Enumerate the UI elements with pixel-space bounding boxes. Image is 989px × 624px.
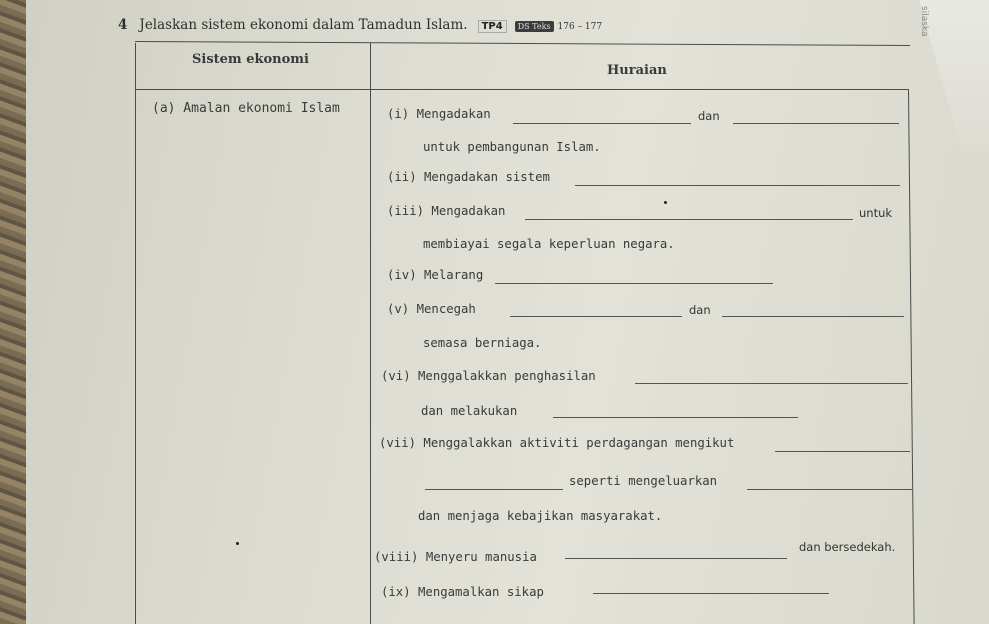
item-ii-text: (ii) Mengadakan sistem [387, 170, 550, 184]
item-ix-text: (ix) Mengamalkan sikap [381, 585, 544, 599]
left-page-edge [0, 0, 26, 624]
header-sistem-ekonomi: Sistem ekonomi [192, 52, 309, 67]
item-vii-cont2: dan menjaga kebajikan masyarakat. [418, 509, 663, 523]
item-i-cont: untuk pembangunan Islam. [423, 140, 601, 154]
item-i-dan: dan [698, 109, 720, 123]
ink-dot [664, 201, 667, 204]
item-vi-text: (vi) Menggalakkan penghasilan [381, 369, 596, 383]
right-page-binding [919, 0, 989, 150]
answer-blank-ix[interactable] [593, 593, 829, 594]
answer-blank-vii-a[interactable] [775, 451, 910, 452]
item-iii-text: (iii) Mengadakan [387, 204, 506, 218]
item-v-dan: dan [689, 303, 711, 317]
item-vii-cont: seperti mengeluarkan [569, 474, 718, 488]
item-viii-dan-bersedekah: dan bersedekah. [799, 540, 896, 554]
answer-blank-vi-a[interactable] [635, 383, 908, 384]
answer-table [135, 43, 925, 624]
item-iii-cont: membiayai segala keperluan negara. [423, 237, 675, 251]
answer-blank-viii[interactable] [565, 558, 787, 559]
item-v-cont: semasa berniaga. [423, 336, 542, 350]
ds-teks-badge: DS Teks [515, 21, 554, 32]
answer-blank-vi-b[interactable] [553, 417, 798, 418]
answer-blank-vii-c[interactable] [747, 489, 912, 490]
question-text: Jelaskan sistem ekonomi dalam Tamadun Islam. [139, 17, 468, 33]
category-amalan-ekonomi-islam: (a) Amalan ekonomi Islam [152, 101, 340, 116]
tp-badge: TP4 [478, 20, 507, 33]
item-vii-text: (vii) Menggalakkan aktiviti perdagangan mengikut [379, 436, 735, 450]
answer-blank-vii-b[interactable] [425, 489, 563, 490]
table-column-divider [370, 43, 371, 624]
ink-dot [236, 542, 239, 545]
item-iv-text: (iv) Melarang [387, 268, 484, 282]
item-viii-text: (viii) Menyeru manusia [374, 550, 537, 564]
answer-blank-iii[interactable] [525, 219, 853, 220]
page-reference: 176 – 177 [557, 22, 603, 32]
answer-blank-i-a[interactable] [513, 123, 691, 124]
item-iii-untuk: untuk [859, 206, 893, 220]
table-left-border [135, 43, 136, 624]
item-i-text: (i) Mengadakan [387, 107, 491, 121]
answer-blank-i-b[interactable] [733, 123, 899, 124]
answer-blank-v-b[interactable] [722, 316, 904, 317]
answer-blank-iv[interactable] [495, 283, 773, 284]
answer-blank-v-a[interactable] [510, 316, 682, 317]
item-vi-cont: dan melakukan [421, 404, 518, 418]
answer-blank-ii[interactable] [575, 185, 900, 186]
question-line [118, 17, 602, 33]
margin-text: silaska [918, 6, 929, 37]
table-header-border [135, 89, 908, 90]
table-right-border [908, 89, 915, 624]
header-huraian: Huraian [607, 63, 667, 78]
table-top-border [135, 41, 910, 46]
item-v-text: (v) Mencegah [387, 302, 476, 316]
question-number: 4 [118, 17, 128, 33]
